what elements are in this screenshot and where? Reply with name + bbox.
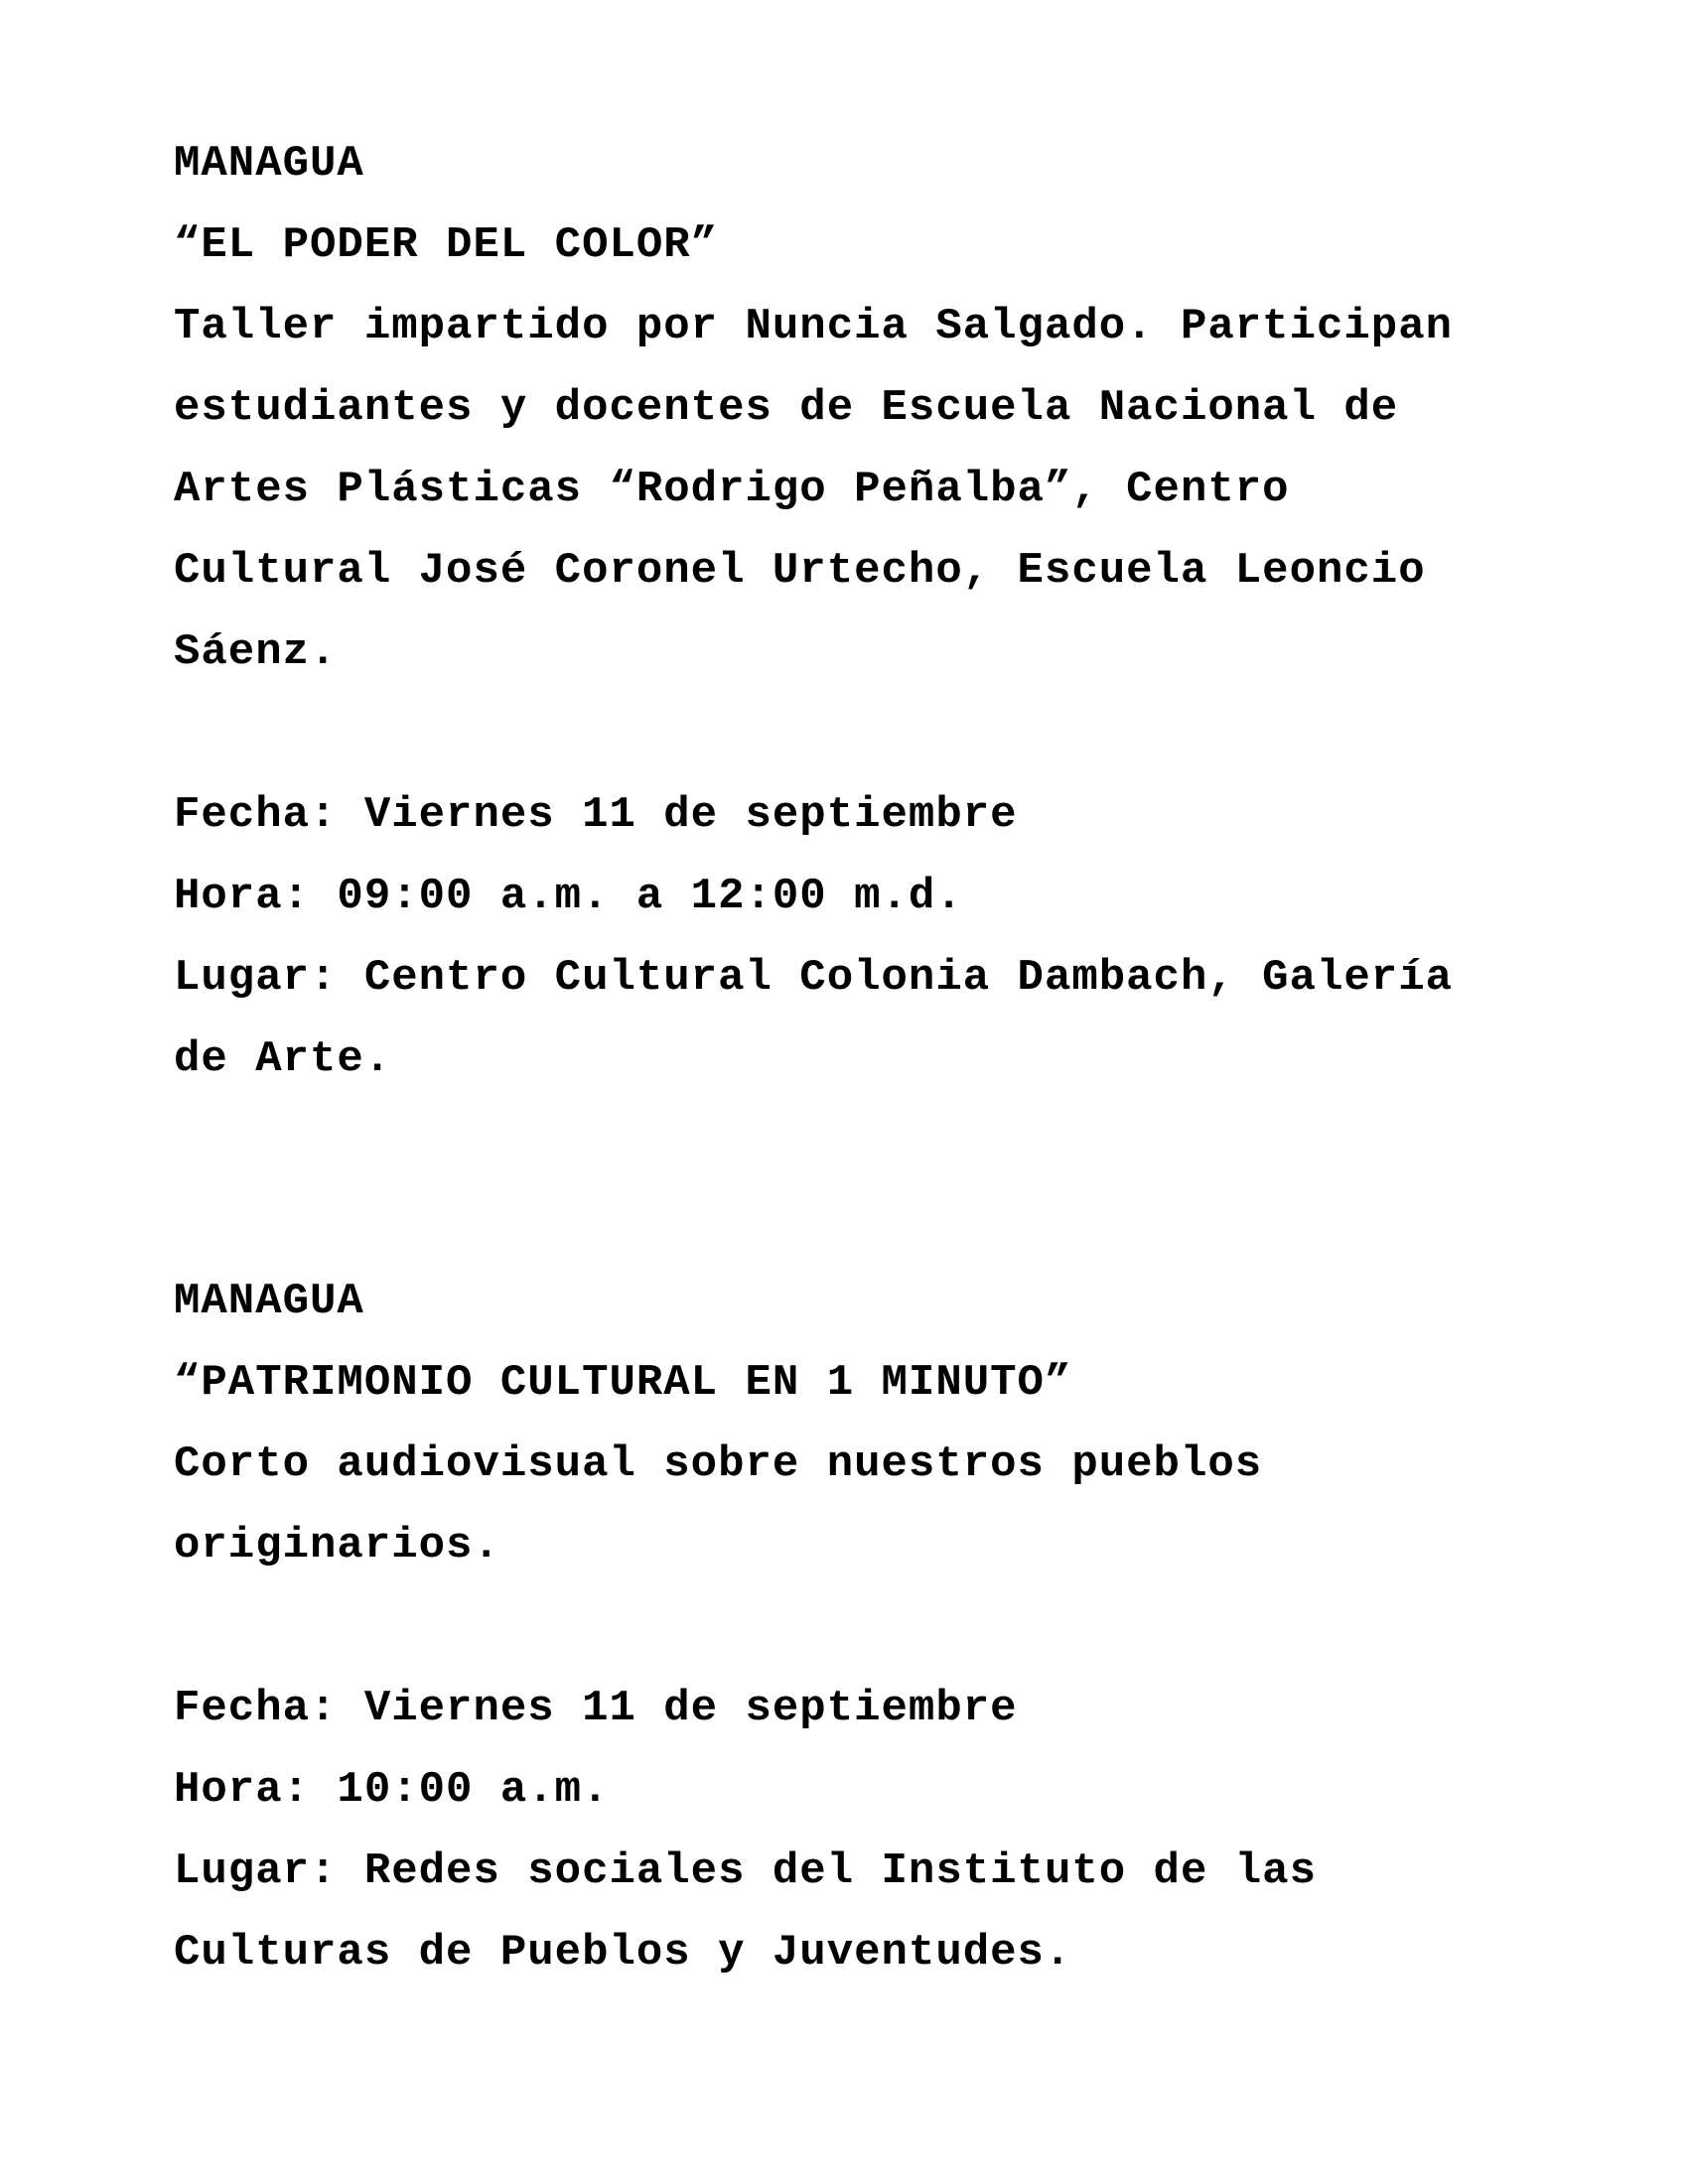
event-description-line: Taller impartido por Nuncia Salgado. Participan <box>174 302 1454 351</box>
event-description-line: estudiantes y docentes de Escuela Nacional de <box>174 383 1399 433</box>
event-title: “EL PODER DEL COLOR” <box>174 220 719 270</box>
event-fecha: Fecha: Viernes 11 de septiembre <box>174 1684 1018 1733</box>
event-title: “PATRIMONIO CULTURAL EN 1 MINUTO” <box>174 1358 1072 1408</box>
event-lugar-line: Lugar: Redes sociales del Instituto de las <box>174 1846 1317 1896</box>
event-lugar-line: Lugar: Centro Cultural Colonia Dambach, Galería <box>174 953 1454 1003</box>
event-city: MANAGUA <box>174 139 364 189</box>
event-description-line: Corto audiovisual sobre nuestros pueblos <box>174 1439 1263 1489</box>
event-lugar-line: de Arte. <box>174 1034 392 1084</box>
event-description-line: Sáenz. <box>174 627 338 677</box>
event-fecha: Fecha: Viernes 11 de septiembre <box>174 790 1018 840</box>
event-description-line: Artes Plásticas “Rodrigo Peñalba”, Centro <box>174 465 1290 514</box>
event-description-line: originarios. <box>174 1521 500 1570</box>
event-lugar-line: Culturas de Pueblos y Juventudes. <box>174 1928 1072 1978</box>
event-city: MANAGUA <box>174 1277 364 1326</box>
event-description-line: Cultural José Coronel Urtecho, Escuela Leoncio <box>174 546 1426 596</box>
event-hora: Hora: 09:00 a.m. a 12:00 m.d. <box>174 872 963 921</box>
event-hora: Hora: 10:00 a.m. <box>174 1765 610 1815</box>
